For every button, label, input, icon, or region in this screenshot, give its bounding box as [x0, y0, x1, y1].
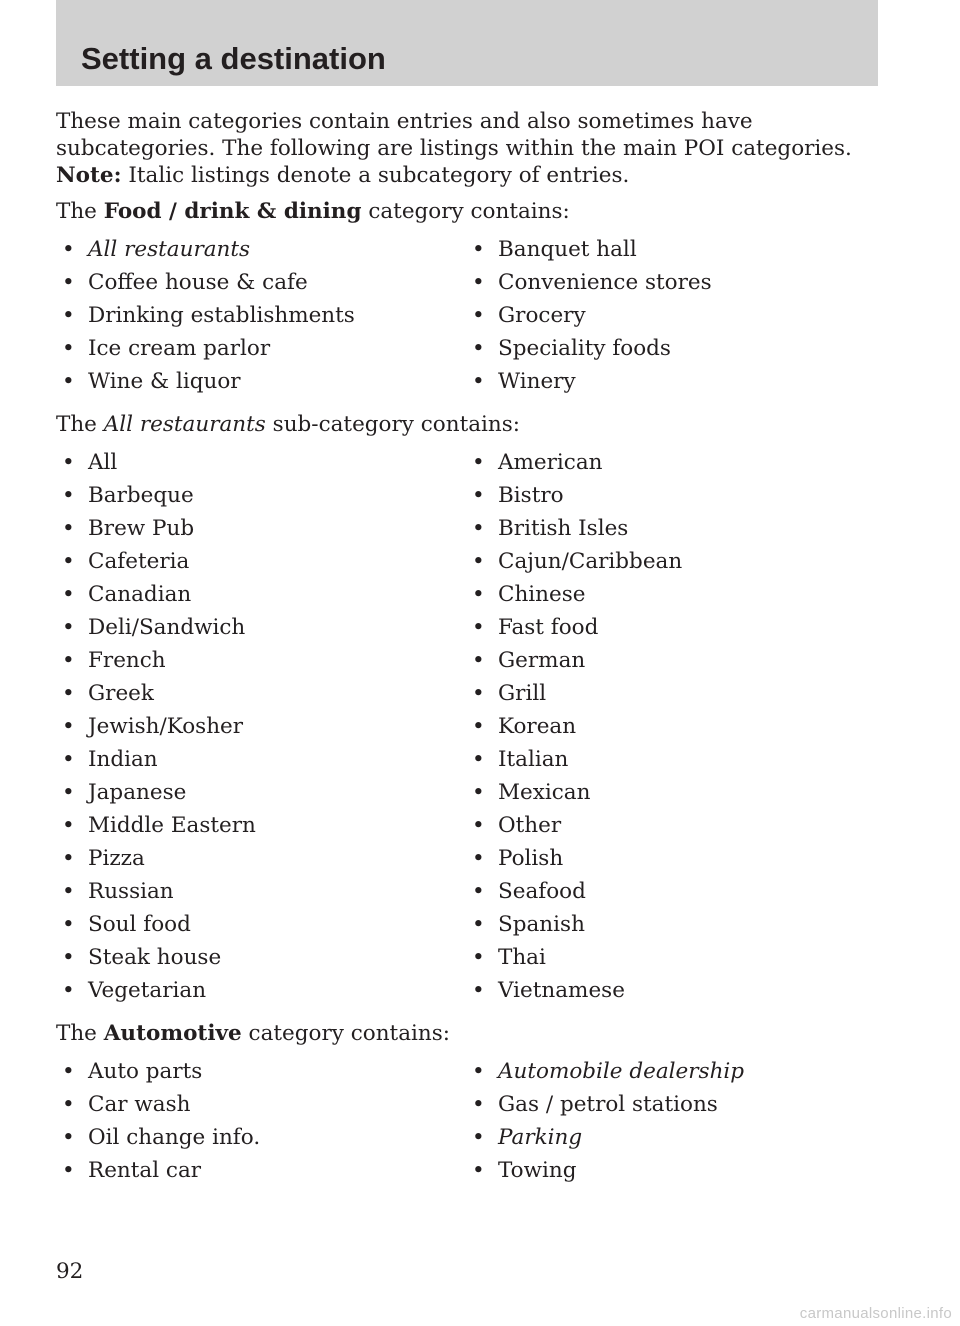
list-item: [466, 812, 876, 845]
item-label: Car wash: [88, 1092, 191, 1117]
item-label: Gas / petrol stations: [498, 1092, 718, 1117]
item-label: Oil change info.: [88, 1125, 261, 1150]
automotive-list: [56, 1058, 886, 1190]
bullet-icon: •: [472, 369, 485, 394]
automotive-category-name: Automotive: [103, 1021, 242, 1046]
item-label: Spanish: [498, 912, 585, 937]
item-label: Bistro: [498, 483, 564, 508]
list-item: [466, 269, 876, 302]
list-item: [466, 713, 876, 746]
bullet-icon: •: [472, 237, 485, 262]
list-item: [56, 614, 466, 647]
automotive-prefix: The: [56, 1021, 104, 1046]
bullet-icon: •: [472, 648, 485, 673]
item-label: Rental car: [88, 1158, 202, 1183]
bullet-icon: •: [62, 303, 75, 328]
item-label: Thai: [498, 945, 546, 970]
item-label: Greek: [88, 681, 154, 706]
automotive-suffix: category contains:: [241, 1021, 451, 1046]
food-prefix: The: [56, 199, 104, 224]
restaurants-list: [56, 449, 886, 1010]
item-label: Soul food: [88, 912, 191, 937]
item-label: Grill: [498, 681, 547, 706]
item-label: Russian: [88, 879, 174, 904]
item-label: Vegetarian: [88, 978, 207, 1003]
item-label: German: [498, 648, 586, 673]
bullet-icon: •: [472, 270, 485, 295]
item-label: Auto parts: [88, 1059, 203, 1084]
bullet-icon: •: [62, 1092, 75, 1117]
food-category-name: Food / drink & dining: [103, 199, 362, 224]
list-item: [56, 581, 466, 614]
bullet-icon: •: [472, 978, 485, 1003]
list-item: [466, 647, 876, 680]
bullet-icon: •: [472, 879, 485, 904]
bullet-icon: •: [472, 714, 485, 739]
item-label: Steak house: [88, 945, 222, 970]
bullet-icon: •: [472, 303, 485, 328]
list-item: [56, 878, 466, 911]
bullet-icon: •: [472, 336, 485, 361]
list-item: [466, 368, 876, 401]
item-label: Barbeque: [88, 483, 194, 508]
item-label: Polish: [498, 846, 564, 871]
bullet-icon: •: [472, 747, 485, 772]
item-label: Indian: [88, 747, 158, 772]
item-label: Convenience stores: [498, 270, 712, 295]
bullet-icon: •: [472, 912, 485, 937]
list-item: [466, 335, 876, 368]
item-label: Korean: [498, 714, 577, 739]
restaurants-prefix: The: [56, 412, 104, 437]
item-label: Winery: [498, 369, 576, 394]
intro-paragraph: [56, 108, 886, 162]
bullet-icon: •: [472, 549, 485, 574]
item-label: Grocery: [498, 303, 586, 328]
item-label: Italian: [498, 747, 569, 772]
list-item: [466, 680, 876, 713]
bullet-icon: •: [62, 237, 75, 262]
restaurants-category-name: All restaurants: [103, 412, 266, 437]
bullet-icon: •: [62, 945, 75, 970]
item-label: Drinking establishments: [88, 303, 355, 328]
item-label: Mexican: [498, 780, 591, 805]
list-item: [56, 548, 466, 581]
item-label: Japanese: [88, 780, 187, 805]
item-label: Vietnamese: [498, 978, 625, 1003]
page-title: Setting a destination: [81, 41, 386, 76]
list-item: [466, 302, 876, 335]
list-item: [466, 845, 876, 878]
list-item: [56, 302, 466, 335]
item-label: Middle Eastern: [88, 813, 256, 838]
bullet-icon: •: [472, 516, 485, 541]
bullet-icon: •: [472, 1059, 485, 1084]
list-item: [466, 515, 876, 548]
item-label: British Isles: [498, 516, 629, 541]
list-item: [466, 581, 876, 614]
list-item: [56, 746, 466, 779]
list-item: [466, 482, 876, 515]
food-suffix: category contains:: [361, 199, 570, 224]
bullet-icon: •: [62, 978, 75, 1003]
item-label: French: [88, 648, 166, 673]
list-item: [56, 680, 466, 713]
bullet-icon: •: [62, 780, 75, 805]
list-item: [56, 1091, 466, 1124]
bullet-icon: •: [472, 615, 485, 640]
list-item: [56, 515, 466, 548]
bullet-icon: •: [472, 681, 485, 706]
subcategory-label: Parking: [498, 1125, 583, 1150]
restaurants-heading: [56, 411, 886, 438]
list-item: [56, 1058, 466, 1091]
bullet-icon: •: [472, 1125, 485, 1150]
bullet-icon: •: [62, 270, 75, 295]
note-text: Italic listings denote a subcategory of entries.: [121, 163, 630, 188]
list-item: [56, 713, 466, 746]
list-item: [466, 977, 876, 1010]
bullet-icon: •: [62, 813, 75, 838]
list-item: [466, 911, 876, 944]
item-label: Cajun/Caribbean: [498, 549, 683, 574]
item-label: All: [88, 450, 118, 475]
bullet-icon: •: [472, 846, 485, 871]
bullet-icon: •: [62, 450, 75, 475]
item-label: Cafeteria: [88, 549, 190, 574]
intro-text: These main categories contain entries and also sometimes have subcategories. The following are listings within the main POI categories.: [56, 109, 852, 161]
list-item: [466, 548, 876, 581]
bullet-icon: •: [62, 681, 75, 706]
note-paragraph: [56, 162, 886, 189]
list-item: [466, 1157, 876, 1190]
list-item: [56, 335, 466, 368]
bullet-icon: •: [472, 813, 485, 838]
watermark: carmanualsonline.info: [799, 1305, 952, 1322]
list-item: [466, 236, 876, 269]
list-item: [466, 944, 876, 977]
bullet-icon: •: [62, 483, 75, 508]
item-label: Chinese: [498, 582, 586, 607]
bullet-icon: •: [472, 1158, 485, 1183]
note-label: Note:: [56, 163, 122, 188]
list-item: [56, 779, 466, 812]
bullet-icon: •: [62, 1158, 75, 1183]
list-item: [466, 614, 876, 647]
list-item: [56, 647, 466, 680]
item-label: Canadian: [88, 582, 192, 607]
bullet-icon: •: [472, 1092, 485, 1117]
food-list: [56, 236, 886, 401]
subcategory-label: All restaurants: [88, 237, 251, 262]
page-content: [56, 108, 886, 1200]
list-item: [56, 977, 466, 1010]
bullet-icon: •: [62, 516, 75, 541]
list-item: [56, 368, 466, 401]
item-label: American: [498, 450, 603, 475]
bullet-icon: •: [62, 549, 75, 574]
page-number: 92: [56, 1259, 84, 1284]
item-label: Banquet hall: [498, 237, 637, 262]
bullet-icon: •: [62, 714, 75, 739]
bullet-icon: •: [62, 336, 75, 361]
list-item: [56, 1124, 466, 1157]
bullet-icon: •: [62, 879, 75, 904]
bullet-icon: •: [472, 780, 485, 805]
list-item: [466, 746, 876, 779]
list-item: [466, 1091, 876, 1124]
list-item: [56, 911, 466, 944]
list-item: [56, 845, 466, 878]
item-label: Fast food: [498, 615, 599, 640]
bullet-icon: •: [62, 369, 75, 394]
bullet-icon: •: [62, 582, 75, 607]
bullet-icon: •: [62, 648, 75, 673]
item-label: Deli/Sandwich: [88, 615, 246, 640]
item-label: Speciality foods: [498, 336, 671, 361]
item-label: Towing: [498, 1158, 577, 1183]
list-item: [56, 944, 466, 977]
list-item: [56, 236, 466, 269]
item-label: Brew Pub: [88, 516, 195, 541]
list-item: [56, 269, 466, 302]
item-label: Coffee house & cafe: [88, 270, 308, 295]
list-item: [466, 779, 876, 812]
bullet-icon: •: [472, 450, 485, 475]
list-item: [466, 449, 876, 482]
subcategory-label: Automobile dealership: [498, 1059, 745, 1084]
item-label: Pizza: [88, 846, 145, 871]
bullet-icon: •: [472, 945, 485, 970]
list-item: [56, 1157, 466, 1190]
bullet-icon: •: [62, 1059, 75, 1084]
automotive-heading: [56, 1020, 886, 1047]
restaurants-suffix: sub-category contains:: [265, 412, 521, 437]
item-label: Seafood: [498, 879, 586, 904]
bullet-icon: •: [62, 846, 75, 871]
list-item: [56, 449, 466, 482]
bullet-icon: •: [62, 1125, 75, 1150]
list-item: [466, 1058, 876, 1091]
list-item: [56, 482, 466, 515]
item-label: Other: [498, 813, 562, 838]
item-label: Wine & liquor: [88, 369, 241, 394]
list-item: [56, 812, 466, 845]
list-item: [466, 1124, 876, 1157]
item-label: Ice cream parlor: [88, 336, 271, 361]
food-heading: [56, 198, 886, 225]
bullet-icon: •: [62, 747, 75, 772]
bullet-icon: •: [472, 582, 485, 607]
item-label: Jewish/Kosher: [88, 714, 244, 739]
bullet-icon: •: [62, 912, 75, 937]
bullet-icon: •: [62, 615, 75, 640]
list-item: [466, 878, 876, 911]
bullet-icon: •: [472, 483, 485, 508]
